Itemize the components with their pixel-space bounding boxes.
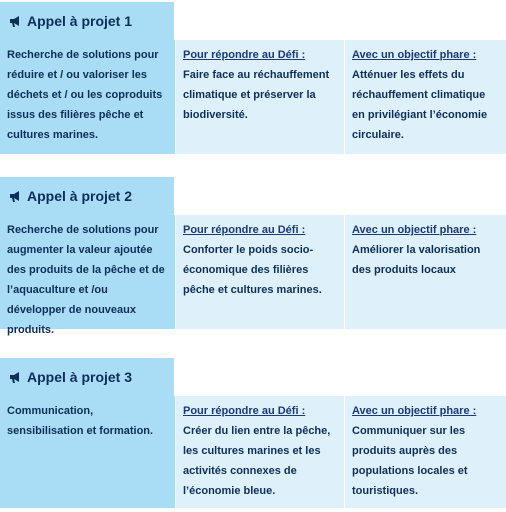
project-tab-1 (0, 2, 174, 40)
project-description: Communication, sensibilisation et formation. (0, 396, 175, 508)
defi-text: Faire face au réchauffement climatique et préserver la biodiversité. (183, 69, 330, 121)
defi-label: Pour répondre au Défi : (183, 224, 306, 236)
project-title: Appel à projet 3 (27, 369, 133, 385)
project-description: Recherche de solutions pour augmenter la valeur ajoutée des produits de la pêche et de l’aquaculture et /ou développer de nouveaux produits. (0, 215, 175, 329)
megaphone-icon (8, 189, 22, 203)
objectif-text: Atténuer les effets du réchauffement climatique en privilégiant l’économie circulaire. (352, 69, 488, 141)
defi-cell (175, 215, 344, 329)
objectif-label: Avec un objectif phare : (352, 224, 477, 236)
project-description: Recherche de solutions pour réduire et / ou valoriser les déchets et / ou les coproduits issus des filières pêche et cultures marines. (0, 40, 175, 154)
project-block-1 (0, 2, 506, 154)
project-block-3 (0, 358, 506, 510)
defi-label: Pour répondre au Défi : (183, 49, 306, 61)
objectif-text: Améliorer la valorisation des produits locaux (352, 244, 481, 276)
project-title: Appel à projet 2 (27, 188, 133, 204)
project-tab-2 (0, 177, 174, 215)
project-tab-3 (0, 358, 174, 396)
project-block-2 (0, 177, 506, 336)
objectif-text: Communiquer sur les produits auprès des populations locales et touristiques. (352, 425, 468, 497)
defi-cell (175, 40, 344, 154)
objectif-cell (344, 40, 506, 154)
defi-cell (175, 396, 344, 508)
defi-text: Créer du lien entre la pêche, les cultures marines et les activités connexes de l’économie bleue. (183, 425, 331, 497)
megaphone-icon (8, 370, 22, 384)
objectif-cell (344, 396, 506, 508)
defi-text: Conforter le poids socio-économique des filières pêche et cultures marines. (183, 244, 322, 296)
objectif-label: Avec un objectif phare : (352, 405, 477, 417)
objectif-label: Avec un objectif phare : (352, 49, 477, 61)
objectif-cell (344, 215, 506, 329)
megaphone-icon (8, 14, 22, 28)
project-title: Appel à projet 1 (27, 13, 133, 29)
defi-label: Pour répondre au Défi : (183, 405, 306, 417)
